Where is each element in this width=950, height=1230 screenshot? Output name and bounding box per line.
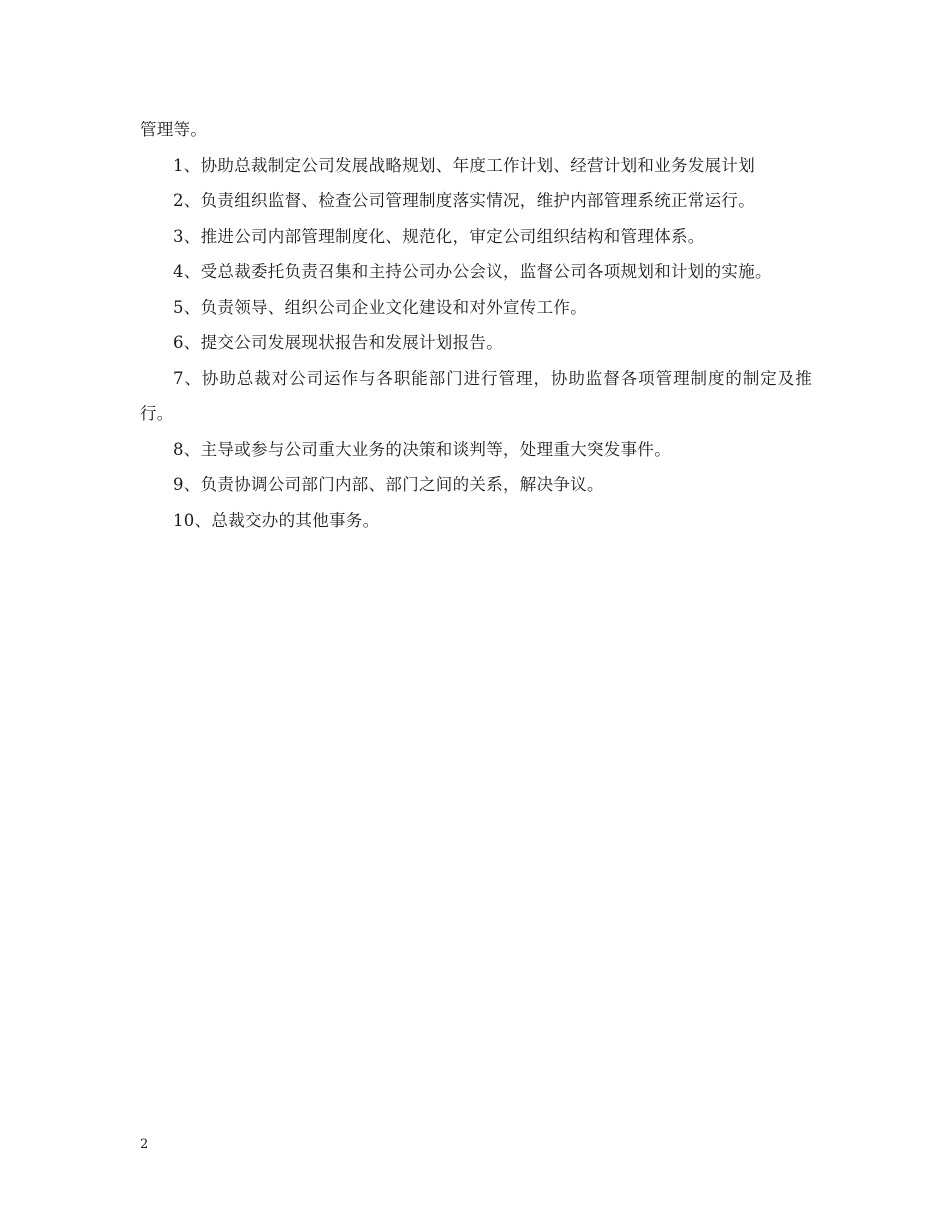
list-item-8: 8、主导或参与公司重大业务的决策和谈判等，处理重大突发事件。	[173, 439, 671, 459]
list-item-6: 6、提交公司发展现状报告和发展计划报告。	[173, 333, 503, 352]
list-item-3: 3、推进公司内部管理制度化、规范化，审定公司组织结构和管理体系。	[173, 226, 705, 246]
list-item-4: 4、受总裁委托负责召集和主持公司办公会议，监督公司各项规划和计划的实施。	[173, 262, 772, 281]
list-item-9: 9、负责协调公司部门内部、部门之间的关系，解决争议。	[173, 475, 604, 494]
continuation-paragraph: 管理等。	[140, 120, 208, 139]
list-item-10: 10、总裁交办的其他事务。	[173, 510, 380, 530]
list-item-5: 5、负责领导、组织公司企业文化建设和对外宣传工作。	[173, 297, 587, 317]
list-item-2: 2、负责组织监督、检查公司管理制度落实情况，维护内部管理系统正常运行。	[173, 191, 755, 210]
list-item-7: 7、协助总裁对公司运作与各职能部门进行管理，协助监督各项管理制度的制定及推行。	[140, 368, 812, 423]
list-item-1: 1、协助总裁制定公司发展战略规划、年度工作计划、经营计划和业务发展计划	[173, 155, 755, 175]
page-number: 2	[140, 1137, 149, 1152]
document-body	[140, 112, 812, 538]
